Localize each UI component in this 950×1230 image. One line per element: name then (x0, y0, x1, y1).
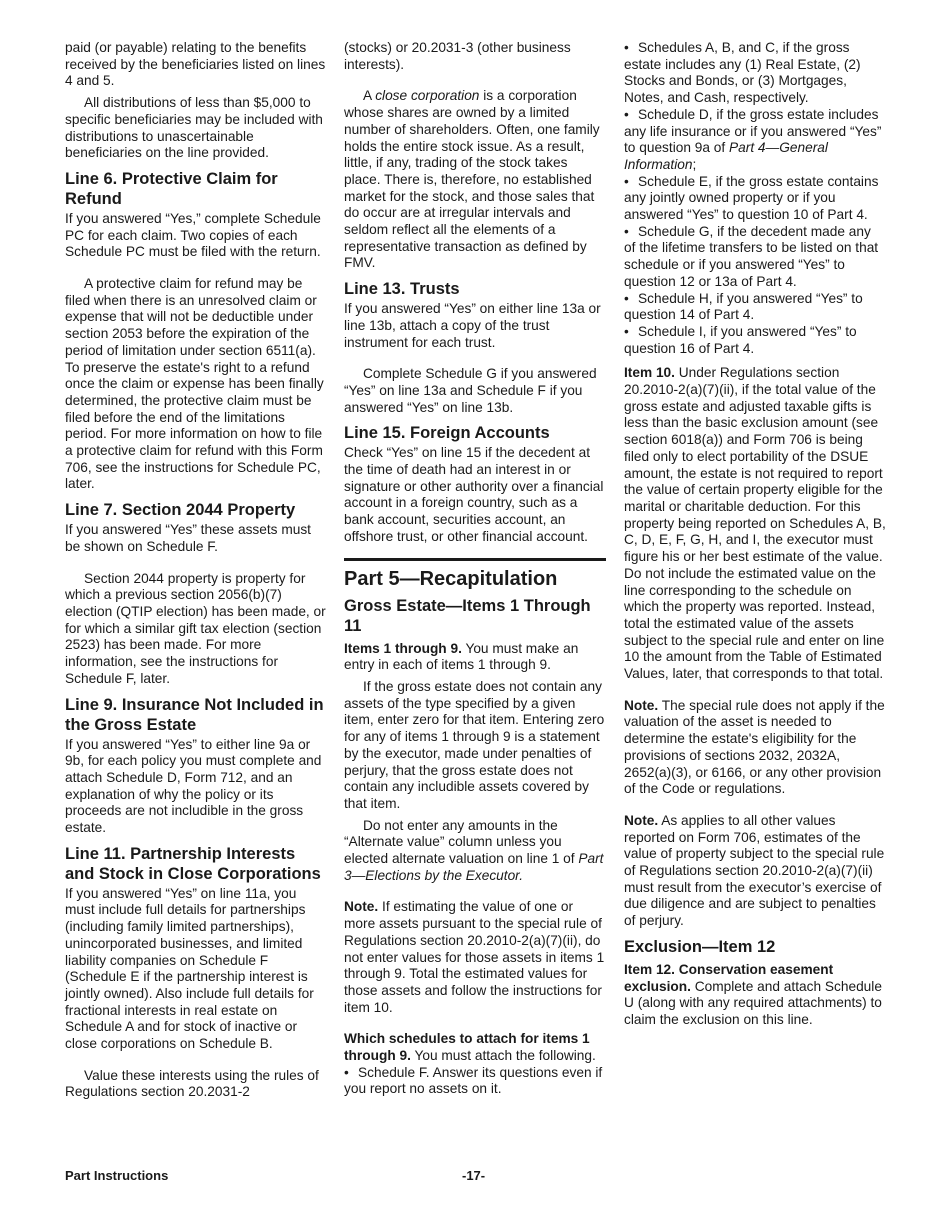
paragraph (344, 899, 606, 1016)
paragraph: If you answered “Yes” on line 11a, you must include full details for partnerships (including family limited partnerships), unincorporated businesses, and limited liability companies on Schedule F (Schedule E if the partnership interest is jointly owned). Also include full details for fractional interests in real estate on Schedule A and for stock of inactive or close corporations on Schedule B. (65, 885, 314, 1052)
paragraph (624, 365, 886, 682)
bold-lead: Item 10. (624, 365, 675, 381)
heading-gross-estate: Gross Estate—Items 1 Through 11 (344, 596, 591, 635)
emphasis: Part 3—Elections by the Executor. (344, 851, 604, 883)
paragraph: Check “Yes” on line 15 if the decedent at the time of death had an interest in or signature or other authority over a financial account in a foreign country, such as a bank account, securities account, an offshore trust, or other financial account. (344, 445, 604, 544)
column-1 (65, 40, 327, 1101)
text: ; (692, 156, 697, 172)
heading-line-6: Line 6. Protective Claim for Refund (65, 169, 278, 208)
bullet: • (624, 223, 629, 239)
bold-lead: Which schedules to attach for items 1 through 9. (344, 1031, 590, 1064)
heading-line-11: Line 11. Partnership Interests and Stock in Close Corporations (65, 844, 321, 883)
bullet: • (624, 40, 629, 55)
paragraph: (stocks) or 20.2031-3 (other business interests). (344, 40, 571, 72)
paragraph: If the gross estate does not contain any assets of the type specified by a given item, enter zero for that item. Entering zero for any of items 1 through 9 is a statement by the executor, made under penalties of perjury, that the gross estate does not contain any includible assets covered by that item. (344, 678, 605, 811)
text: Do not enter any amounts in the “Alternate value” column unless you elected alternate valuation on line 1 of (344, 817, 579, 867)
text: Schedule E, if the gross estate contains any jointly owned property or if you answered “Yes” to question 10 of Part 4. (624, 173, 879, 223)
paragraph: If you answered “Yes,” complete Schedule PC for each claim. Two copies of each Schedule PC must be filed with the return. (65, 210, 321, 260)
paragraph (344, 641, 606, 674)
note-label: Note. (624, 812, 659, 828)
footer-section-label: Part Instructions (65, 1168, 169, 1183)
list-item (624, 324, 886, 357)
paragraph: All distributions of less than $5,000 to specific beneficiaries may be included with distributions to unascertainable beneficiaries on the line provided. (65, 95, 323, 161)
paragraph (624, 813, 886, 930)
bullet: • (624, 106, 629, 122)
list-item (624, 40, 886, 107)
text: Schedule G, if the decedent made any of the lifetime transfers to be listed on that schedule or if you answered “Yes” to question 12 or 13a of Part 4. (624, 223, 879, 289)
text: Schedules A, B, and C, if the gross estate includes any (1) Real Estate, (2) Stocks and Bonds, or (3) Mortgages, Notes, and Cash, respectively. (624, 40, 861, 106)
heading-line-15: Line 15. Foreign Accounts (344, 424, 550, 443)
list-item (624, 291, 886, 324)
list-item (624, 224, 886, 291)
heading-line-13: Line 13. Trusts (344, 280, 460, 299)
list-item (624, 107, 886, 174)
paragraph (624, 698, 886, 798)
paragraph: Section 2044 property is property for which a previous section 2056(b)(7) election (QTIP election) has been made, or for which a similar gift tax election (section 2523) has been made. For more information, see the instructions for Schedule F, later. (65, 570, 326, 686)
page-number: -17- (462, 1168, 486, 1183)
text: If estimating the value of one or more assets pursuant to the special rule of Regulations section 20.2010-2(a)(7)(ii), do not enter values for those assets in items 1 through 9. Total the estimated values for those assets and follow the instructions for item 10. (344, 899, 605, 1015)
list-item (344, 1065, 606, 1098)
heading-part-5: Part 5—Recapitulation (344, 567, 558, 590)
text: Schedule F. Answer its questions even if you report no assets on it. (344, 1064, 603, 1097)
text: Under Regulations section 20.2010-2(a)(7)(ii), if the total value of the gross estate and adjusted taxable gifts is less than the basic exclusion amount (see section 6018(a)) and Form 706 is being filed only to elect portability of the DSUE amount, the estate is not required to report the value of certain property eligible for the marital or charitable deduction. For this property being reported on Schedules A, B, C, D, E, F, G, H, and I, the executor must figure his or her best estimate of the value. Do not include the estimated value on the line corresponding to the schedule on which the property was reported. Instead, total the estimated value of the assets subject to the special rule and enter on line 10 the amount from the Table of Estimated Values, later, that corresponds to that total. (624, 365, 886, 682)
text: Schedule D, if the gross estate includes any life insurance or if you answered “Yes” to question 9a of (624, 106, 882, 156)
paragraph: If you answered “Yes” these assets must be shown on Schedule F. (65, 522, 311, 554)
text: A (363, 88, 376, 104)
text: The special rule does not apply if the valuation of the asset is needed to determine the estate's eligibility for the provisions of sections 2032, 2032A, 2652(a)(3), or 6166, or any other provision of the Code or regulations. (624, 697, 885, 797)
emphasis: Part 4—General Information (624, 140, 828, 172)
emphasis: close corporation (375, 88, 480, 104)
text: Complete and attach Schedule U (along with any required attachments) to claim the exclusion on this line. (624, 978, 882, 1027)
column-3 (624, 40, 886, 1029)
paragraph: Complete Schedule G if you answered “Yes” on line 13a and Schedule F if you answered “Yes” on line 13b. (344, 366, 597, 415)
paragraph (624, 962, 886, 1029)
paragraph: A protective claim for refund may be filed when there is an unresolved claim or expense that will not be deductible under section 2053 before the expiration of the period of limitation under section 6511(a). To preserve the estate's right to a refund once the claim or expense has been finally determined, the protective claim must be filed before the end of the limitations period. For more information on how to file a protective claim for refund with this Form 706, see the instructions for Schedule PC, later. (65, 276, 324, 492)
paragraph: If you answered “Yes” to either line 9a or 9b, for each policy you must complete and attach Schedule D, Form 712, and an explanation of why the policy or its proceeds are not includible in the gross estate. (65, 736, 322, 836)
paragraph (344, 1031, 606, 1064)
paragraph: Value these interests using the rules of Regulations section 20.2031-2 (65, 1067, 319, 1100)
heading-exclusion: Exclusion—Item 12 (624, 937, 776, 956)
bullet: • (344, 1064, 349, 1080)
part-divider (344, 558, 606, 591)
paragraph (344, 88, 606, 272)
text: Schedule H, if you answered “Yes” to question 14 of Part 4. (624, 290, 863, 323)
text: As applies to all other values reported on Form 706, estimates of the value of property subject to the special rule of Regulations section 20.2010-2(a)(7)(ii) must result from the executor’s exercise of due diligence and are subject to penalties of perjury. (624, 812, 885, 929)
heading-line-7: Line 7. Section 2044 Property (65, 501, 296, 520)
text: is a corporation whose shares are owned by a limited number of shareholders. Often, one family holds the entire stock issue. As a result, little, if any, trading of the stock takes place. There is, therefore, no established market for the stock, and those sales that do occur are at irregular intervals and seldom reflect all the elements of a representative transaction as defined by FMV. (344, 88, 600, 271)
paragraph: If you answered “Yes” on either line 13a or line 13b, attach a copy of the trust instrument for each trust. (344, 301, 601, 350)
bullet: • (624, 323, 629, 339)
note-label: Note. (344, 899, 379, 915)
bold-lead: Items 1 through 9. (344, 640, 462, 656)
note-label: Note. (624, 697, 659, 713)
text: Schedule I, if you answered “Yes” to question 16 of Part 4. (624, 323, 857, 356)
paragraph: paid (or payable) relating to the benefits received by the beneficiaries listed on lines 4 and 5. (65, 40, 326, 89)
paragraph (344, 818, 606, 885)
heading-line-9: Line 9. Insurance Not Included in the Gross Estate (65, 695, 324, 734)
bold-lead: Item 12. Conservation easement exclusion. (624, 961, 834, 994)
list-item (624, 174, 886, 224)
column-2 (344, 40, 606, 1098)
text: You must make an entry in each of items 1 through 9. (344, 640, 579, 673)
bullet: • (624, 290, 629, 306)
text: You must attach the following. (410, 1048, 596, 1064)
bullet: • (624, 173, 629, 189)
